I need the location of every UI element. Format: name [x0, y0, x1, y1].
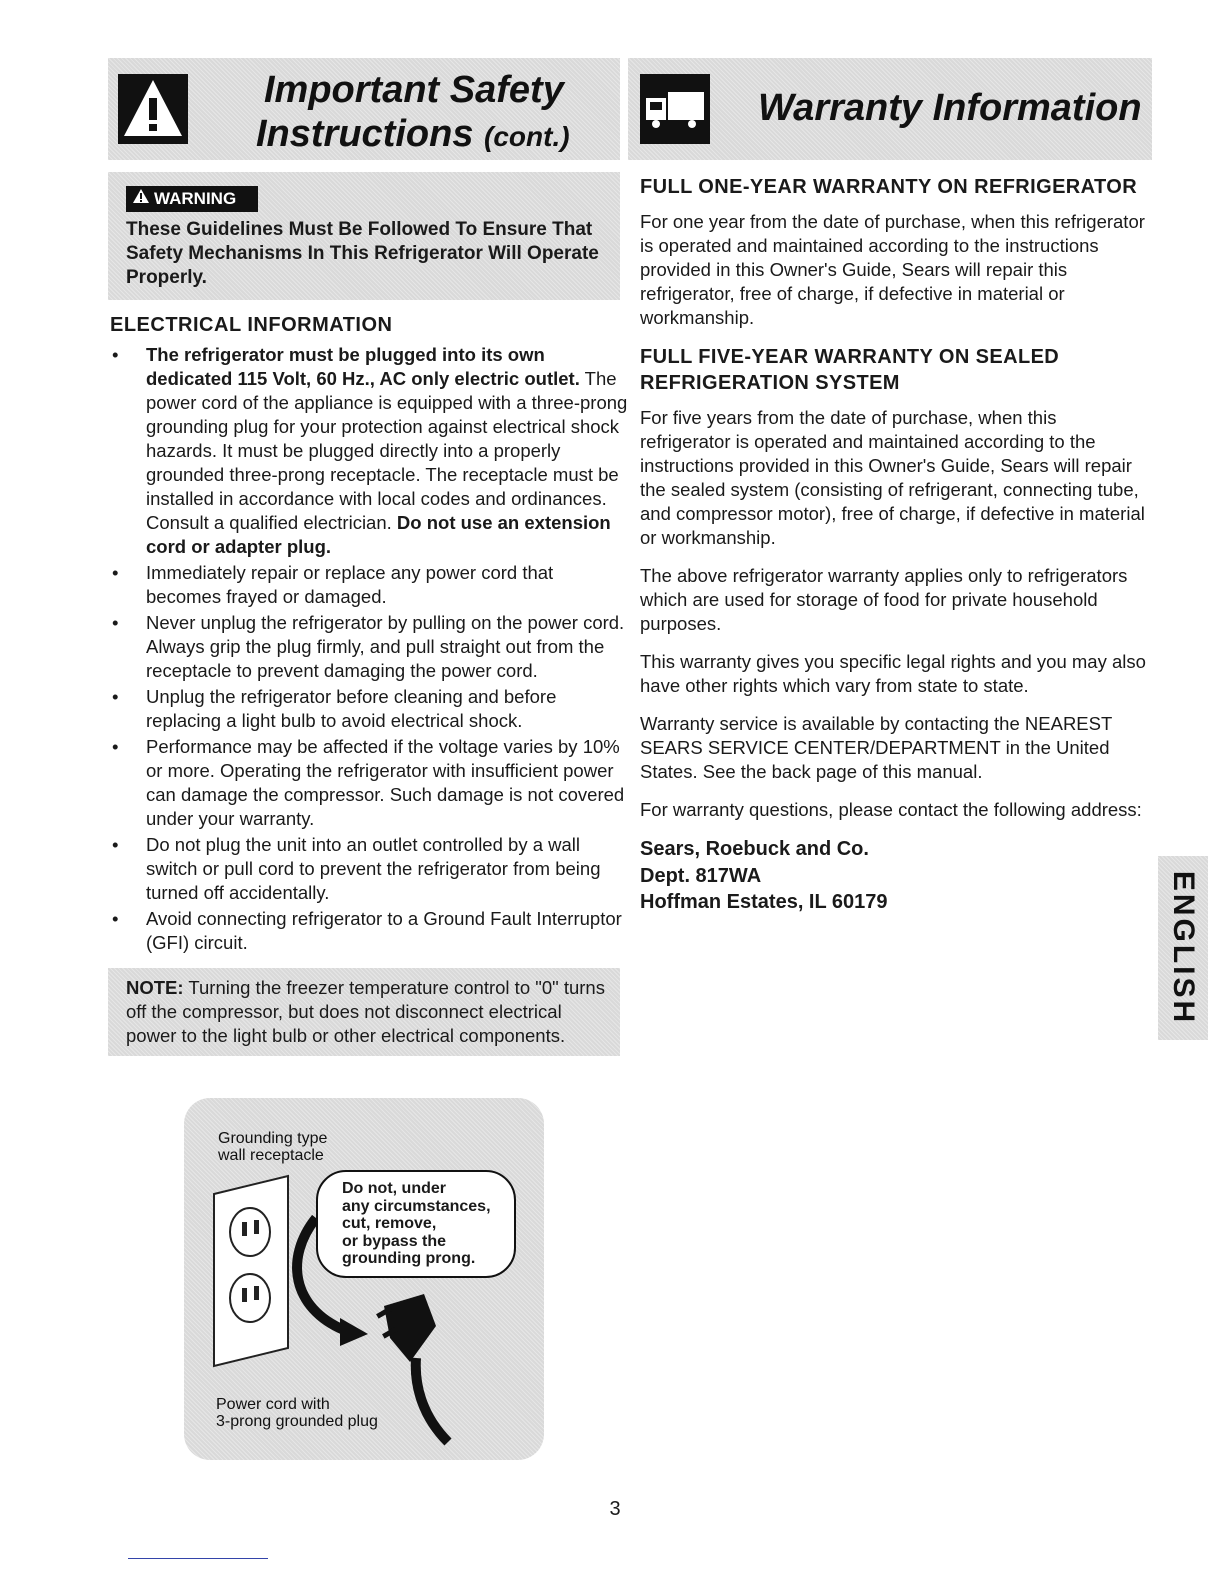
warning-triangle-icon — [118, 74, 188, 144]
list-item: • Do not plug the unit into an outlet controlled by a wall switch or pull cord to prevent the refrigerator from being turned off accidentally. — [108, 833, 628, 905]
safety-title: Important Safety Instructions (cont.) — [256, 69, 570, 155]
truck-icon — [640, 74, 710, 144]
cord-label: Power cord with 3-prong grounded plug — [216, 1396, 378, 1430]
callout-text: Do not, under any circumstances, cut, remove, or bypass the grounding prong. — [342, 1180, 491, 1267]
page-number: 3 — [609, 1498, 621, 1520]
list-item: • Never unplug the refrigerator by pulling on the power cord. Always grip the plug firmly, and pull straight out from the receptacle to prevent damaging the power cord. — [108, 611, 628, 683]
header-warranty — [628, 58, 1152, 160]
header-safety — [108, 58, 620, 160]
warranty-para: The above refrigerator warranty applies only to refrigerators which are used for storage of food for private household purposes. — [640, 565, 1128, 634]
note-text: NOTE: Turning the freezer temperature control to "0" turns off the compressor, but does not disconnect electrical power to the light bulb or other electrical components. — [126, 977, 605, 1046]
warning-badge: WARNING — [126, 186, 258, 212]
warning-small-icon — [132, 186, 150, 212]
warranty-para: For five years from the date of purchase, when this refrigerator is operated and maintained according to the instructions provided in this Owner's Guide, Sears will repair the sealed system (consisting of refrigerant, connecting tube, and compressor motor), free of charge, if defective in material or workmanship. — [640, 407, 1145, 548]
electrical-list — [108, 343, 628, 957]
warranty-para: For one year from the date of purchase, when this refrigerator is operated and maintained according to the instructions provided in this Owner's Guide, Sears will repair this refrigerator, free of charge, if defective in material or workmanship. — [640, 211, 1145, 328]
grounding-illustration — [184, 1098, 544, 1460]
warranty-heading-one-year: FULL ONE-YEAR WARRANTY ON REFRIGERATOR — [640, 176, 1138, 198]
list-item: • Performance may be affected if the voltage varies by 10% or more. Operating the refrigerator with insufficient power can damage the compressor. Such damage is not covered under your warranty. — [108, 735, 628, 831]
list-item: • Immediately repair or replace any power cord that becomes frayed or damaged. — [108, 561, 628, 609]
note-box — [108, 968, 620, 1056]
footer-rule — [128, 1558, 268, 1559]
warning-text: These Guidelines Must Be Followed To Ensure That Safety Mechanisms In This Refrigerator Will Operate Properly. — [126, 219, 599, 288]
receptacle-label: Grounding type wall receptacle — [218, 1130, 328, 1164]
language-tab — [1158, 856, 1208, 1040]
language-tab-label: ENGLISH — [1167, 870, 1200, 1026]
warning-box — [108, 172, 620, 300]
list-item: • Unplug the refrigerator before cleaning and before replacing a light bulb to avoid electrical shock. — [108, 685, 628, 733]
list-item: • Avoid connecting refrigerator to a Ground Fault Interruptor (GFI) circuit. — [108, 907, 628, 955]
warranty-column — [640, 174, 1146, 916]
warranty-heading-five-year: FULL FIVE-YEAR WARRANTY ON SEALED REFRIGERATION SYSTEM — [640, 346, 1060, 394]
sears-address: Sears, Roebuck and Co. Dept. 817WA Hoffman Estates, IL 60179 — [640, 838, 888, 913]
electrical-heading: ELECTRICAL INFORMATION — [110, 314, 393, 336]
warranty-para: For warranty questions, please contact the following address: — [640, 799, 1142, 820]
warranty-title: Warranty Information — [758, 87, 1142, 129]
callout-bubble — [316, 1170, 516, 1278]
list-item: • The refrigerator must be plugged into its own dedicated 115 Volt, 60 Hz., AC only electric outlet. The power cord of the appliance is equipped with a three-prong grounding plug for your protection against electrical shock hazards. It must be plugged directly into a properly grounded three-prong receptacle. The receptacle must be installed in accordance with local codes and ordinances. Consult a qualified electrician. Do not use an extension cord or adapter plug. — [108, 343, 628, 559]
warranty-para: Warranty service is available by contacting the NEAREST SEARS SERVICE CENTER/DEPARTMENT in the United States. See the back page of this manual. — [640, 713, 1112, 782]
warranty-para: This warranty gives you specific legal rights and you may also have other rights which vary from state to state. — [640, 651, 1146, 696]
